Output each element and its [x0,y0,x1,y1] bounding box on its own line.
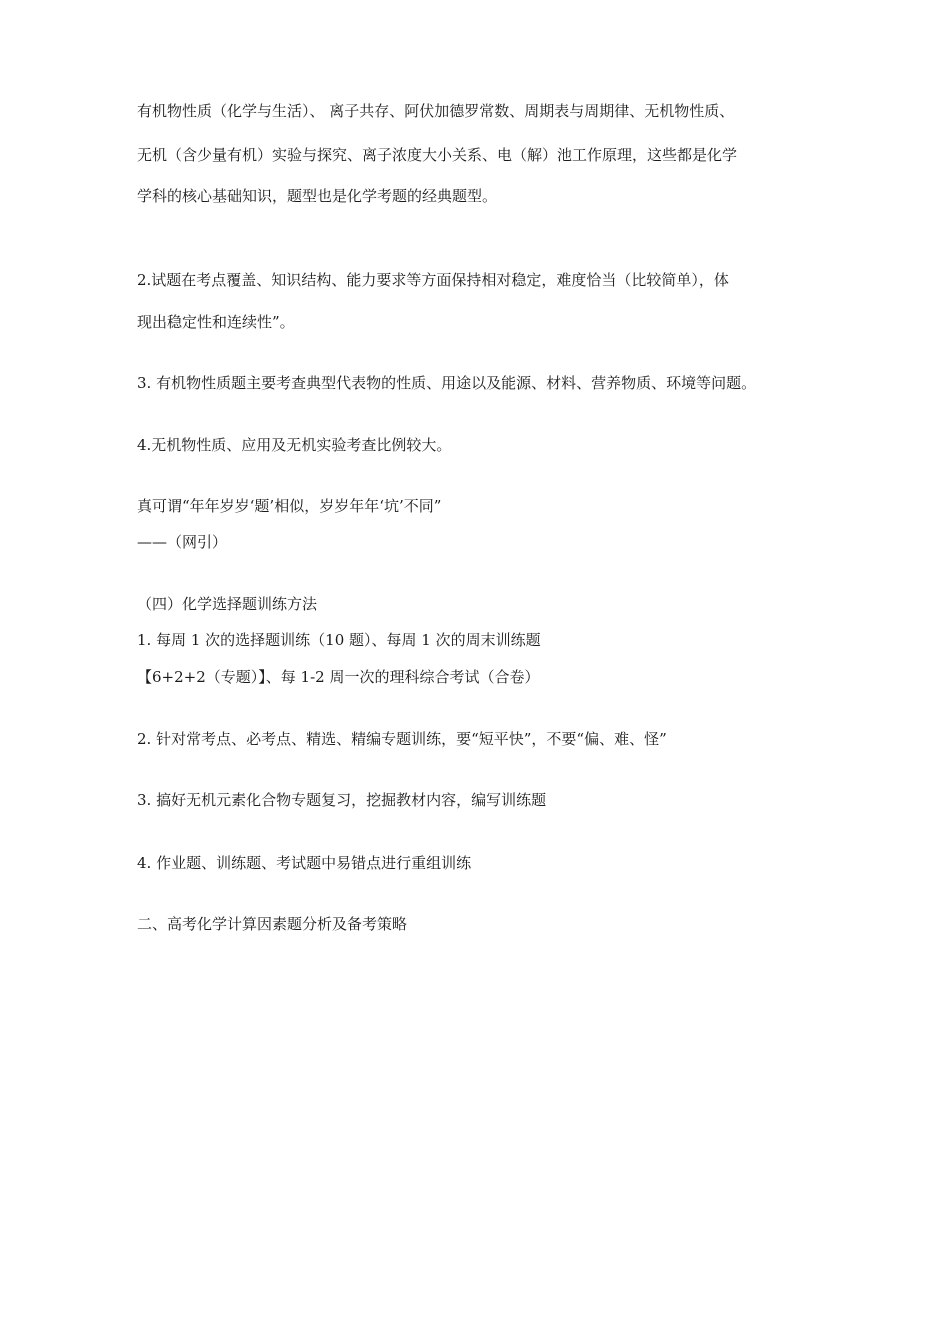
section2-heading: 二、高考化学计算因素题分析及备考策略 [137,915,408,933]
para1-line1: 有机物性质（化学与生活）、 离子共存、阿伏加德罗常数、周期表与周期律、无机物性质、 [137,102,735,120]
point2-line2: 现出稳定性和连续性”。 [137,313,295,331]
section4-item1-line1: 1. 每周 1 次的选择题训练（10 题）、每周 1 次的周末训练题 [137,631,541,649]
quote-text: 真可谓“年年岁岁‘题’相似，岁岁年年‘坑’不同” [137,497,442,515]
point4: 4.无机物性质、应用及无机实验考查比例较大。 [137,436,452,454]
section4-item2: 2. 针对常考点、必考点、精选、精编专题训练，要“短平快”，不要“偏、难、怪” [137,730,667,748]
point2-line1: 2.试题在考点覆盖、知识结构、能力要求等方面保持相对稳定，难度恰当（比较简单），体 [137,271,729,289]
quote-source: ——（网引） [137,533,228,551]
point3: 3. 有机物性质题主要考查典型代表物的性质、用途以及能源、材料、营养物质、环境等问题。 [137,374,757,392]
section4-heading: （四）化学选择题训练方法 [137,595,318,613]
section4-item3: 3. 搞好无机元素化合物专题复习，挖掘教材内容，编写训练题 [137,791,547,809]
section4-item4: 4. 作业题、训练题、考试题中易错点进行重组训练 [137,854,472,872]
para1-line3: 学科的核心基础知识，题型也是化学考题的经典题型。 [137,187,498,205]
para1-line2: 无机（含少量有机）实验与探究、离子浓度大小关系、电（解）池工作原理，这些都是化学 [137,146,738,164]
section4-item1-line2: 【6+2+2（专题）】、每 1-2 周一次的理科综合考试（合卷） [137,668,540,686]
